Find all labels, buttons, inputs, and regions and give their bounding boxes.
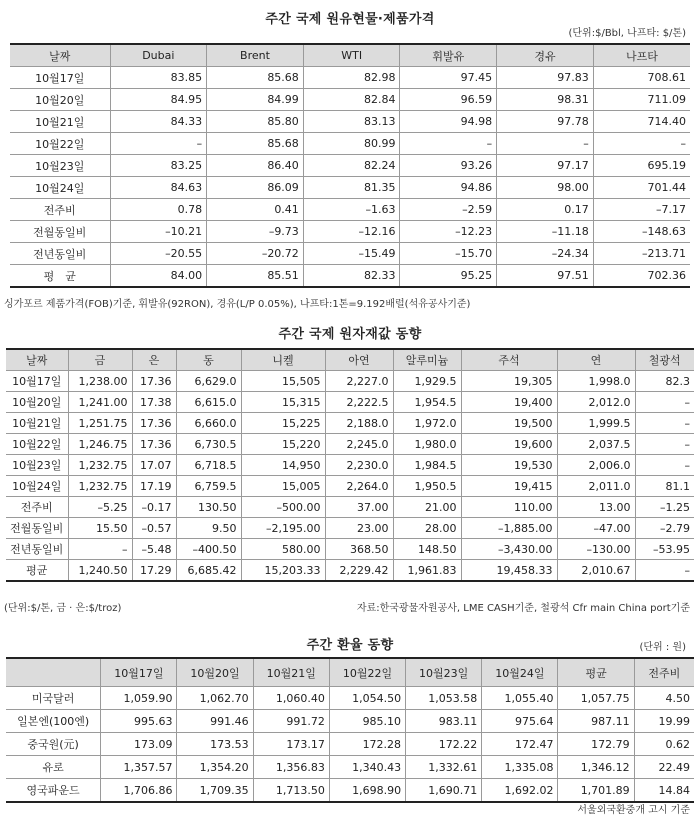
table-cell: 82.3	[635, 371, 694, 392]
table-cell: –47.00	[557, 518, 635, 539]
column-header: 10월17일	[101, 658, 177, 687]
table-row	[10, 177, 690, 199]
row-label: 중국원(元)	[6, 733, 101, 756]
row-label: 전년동일비	[10, 243, 110, 265]
table-row	[10, 111, 690, 133]
row-label: 10월17일	[10, 67, 110, 89]
table-cell: 22.49	[634, 756, 694, 779]
table-cell: 1,713.50	[253, 779, 329, 803]
table-cell: –15.70	[400, 243, 497, 265]
column-header: 전주비	[634, 658, 694, 687]
table-cell: 4.50	[634, 687, 694, 710]
table-cell: 1,950.5	[393, 476, 461, 497]
row-label: 10월23일	[6, 455, 68, 476]
column-header: 알루미늄	[393, 349, 461, 371]
table-cell: 82.84	[303, 89, 400, 111]
table-cell: 1,706.86	[101, 779, 177, 803]
table-cell: 1,251.75	[68, 413, 132, 434]
table-cell: –	[400, 133, 497, 155]
table-cell: 987.11	[558, 710, 634, 733]
table-cell: 15,203.33	[241, 560, 325, 582]
table-cell: 97.83	[497, 67, 594, 89]
table-cell: 19,458.33	[461, 560, 557, 582]
table-row	[6, 518, 694, 539]
row-label: 10월24일	[6, 476, 68, 497]
table-cell: 1,972.0	[393, 413, 461, 434]
table-cell: 21.00	[393, 497, 461, 518]
table-cell: 19,400	[461, 392, 557, 413]
table-cell: 2,011.0	[557, 476, 635, 497]
table-cell: 1,232.75	[68, 455, 132, 476]
table-row	[6, 434, 694, 455]
table-row	[10, 243, 690, 265]
table-cell: –15.49	[303, 243, 400, 265]
table-header-row	[10, 44, 690, 67]
table-row	[6, 392, 694, 413]
row-label: 일본엔(100엔)	[6, 710, 101, 733]
row-label: 10월17일	[6, 371, 68, 392]
table-cell: –0.17	[132, 497, 176, 518]
table-cell: 1,357.57	[101, 756, 177, 779]
column-header: 평균	[558, 658, 634, 687]
table-cell: –213.71	[593, 243, 690, 265]
table-cell: 148.50	[393, 539, 461, 560]
table-cell: –1.25	[635, 497, 694, 518]
table-cell: –9.73	[207, 221, 304, 243]
fx-unit: (단위 : 원)	[639, 642, 686, 653]
table-cell: 2,264.0	[325, 476, 393, 497]
crude-title: 주간 국제 원유현물·제품가격	[265, 12, 435, 27]
table-cell: 14,950	[241, 455, 325, 476]
table-cell: 17.29	[132, 560, 176, 582]
column-header: 10월22일	[329, 658, 405, 687]
table-cell: 1,701.89	[558, 779, 634, 803]
table-cell: –	[110, 133, 207, 155]
table-cell: 15.50	[68, 518, 132, 539]
table-cell: –130.00	[557, 539, 635, 560]
fx-title: 주간 환율 동향	[306, 638, 394, 653]
column-header: 10월21일	[253, 658, 329, 687]
table-cell: 6,685.42	[176, 560, 241, 582]
column-header: WTI	[303, 44, 400, 67]
table-header-row	[6, 658, 694, 687]
table-cell: 1,054.50	[329, 687, 405, 710]
table-cell: –20.55	[110, 243, 207, 265]
table-cell: 83.85	[110, 67, 207, 89]
column-header: 10월23일	[406, 658, 482, 687]
row-label: 유로	[6, 756, 101, 779]
table-row	[6, 733, 694, 756]
table-cell: 13.00	[557, 497, 635, 518]
exchange-rate-table	[6, 657, 694, 803]
table-cell: 98.00	[497, 177, 594, 199]
table-cell: 580.00	[241, 539, 325, 560]
table-cell: 1,238.00	[68, 371, 132, 392]
table-cell: 86.40	[207, 155, 304, 177]
table-cell: –	[635, 434, 694, 455]
table-cell: 23.00	[325, 518, 393, 539]
column-header: 은	[132, 349, 176, 371]
table-cell: 83.13	[303, 111, 400, 133]
table-cell: 2,010.67	[557, 560, 635, 582]
column-header: 철광석	[635, 349, 694, 371]
table-row	[6, 371, 694, 392]
table-cell: 368.50	[325, 539, 393, 560]
table-cell: 1,980.0	[393, 434, 461, 455]
table-cell: 6,718.5	[176, 455, 241, 476]
table-cell: 708.61	[593, 67, 690, 89]
row-label: 10월24일	[10, 177, 110, 199]
fx-note: 서울외국환중개 고시 기준	[577, 805, 690, 816]
table-cell: 84.99	[207, 89, 304, 111]
table-cell: 172.28	[329, 733, 405, 756]
table-cell: 995.63	[101, 710, 177, 733]
table-cell: –2,195.00	[241, 518, 325, 539]
table-cell: 1,961.83	[393, 560, 461, 582]
table-cell: 15,220	[241, 434, 325, 455]
table-cell: –24.34	[497, 243, 594, 265]
table-cell: 991.72	[253, 710, 329, 733]
table-cell: 2,230.0	[325, 455, 393, 476]
table-cell: 1,059.90	[101, 687, 177, 710]
table-cell: 19,600	[461, 434, 557, 455]
table-cell: 83.25	[110, 155, 207, 177]
metal-title: 주간 국제 원자재값 동향	[278, 327, 422, 342]
table-cell: 701.44	[593, 177, 690, 199]
table-cell: 84.33	[110, 111, 207, 133]
table-cell: 95.25	[400, 265, 497, 288]
crude-note: 싱가포르 제품가격(FOB)기준, 휘발유(92RON), 경유(L/P 0.05%), 나프타:1톤=9.192배럴(석유공사기준)	[4, 299, 471, 310]
metal-source-note: 자료:한국광물자원공사, LME CASH기준, 철광석 Cfr main China port기준	[356, 603, 690, 614]
column-header: 니켈	[241, 349, 325, 371]
table-cell: –1.63	[303, 199, 400, 221]
table-cell: 714.40	[593, 111, 690, 133]
table-cell: 97.45	[400, 67, 497, 89]
column-header: 동	[176, 349, 241, 371]
table-cell: 97.17	[497, 155, 594, 177]
table-cell: 2,188.0	[325, 413, 393, 434]
row-label: 10월20일	[6, 392, 68, 413]
table-cell: 14.84	[634, 779, 694, 803]
table-cell: –2.59	[400, 199, 497, 221]
table-cell: 1,332.61	[406, 756, 482, 779]
table-cell: 9.50	[176, 518, 241, 539]
table-cell: 82.98	[303, 67, 400, 89]
row-label: 평균	[6, 560, 68, 582]
table-cell: 173.53	[177, 733, 253, 756]
table-cell: 1,053.58	[406, 687, 482, 710]
table-cell: –3,430.00	[461, 539, 557, 560]
column-header: 나프타	[593, 44, 690, 67]
table-cell: –7.17	[593, 199, 690, 221]
table-cell: 82.33	[303, 265, 400, 288]
table-cell: 15,225	[241, 413, 325, 434]
table-row	[6, 455, 694, 476]
table-cell: 173.09	[101, 733, 177, 756]
table-cell: –11.18	[497, 221, 594, 243]
table-cell: –	[635, 560, 694, 582]
table-cell: 711.09	[593, 89, 690, 111]
table-cell: 1,335.08	[482, 756, 558, 779]
crude-price-table	[10, 43, 690, 288]
table-cell: 19.99	[634, 710, 694, 733]
table-cell: 2,006.0	[557, 455, 635, 476]
table-cell: 84.95	[110, 89, 207, 111]
table-cell: 2,012.0	[557, 392, 635, 413]
table-cell: 1,354.20	[177, 756, 253, 779]
table-cell: 86.09	[207, 177, 304, 199]
table-cell: –	[497, 133, 594, 155]
table-cell: 1,057.75	[558, 687, 634, 710]
table-cell: 17.38	[132, 392, 176, 413]
row-label: 10월21일	[10, 111, 110, 133]
table-cell: 6,730.5	[176, 434, 241, 455]
table-cell: –12.16	[303, 221, 400, 243]
table-cell: 17.36	[132, 413, 176, 434]
table-cell: 97.51	[497, 265, 594, 288]
row-label: 영국파운드	[6, 779, 101, 803]
column-header: 날짜	[6, 349, 68, 371]
table-header-row	[6, 349, 694, 371]
table-cell: 0.78	[110, 199, 207, 221]
row-label: 전월동일비	[10, 221, 110, 243]
table-cell: –400.50	[176, 539, 241, 560]
table-row	[10, 133, 690, 155]
table-row	[6, 560, 694, 582]
table-cell: 1,999.5	[557, 413, 635, 434]
table-cell: 85.80	[207, 111, 304, 133]
table-cell: 6,629.0	[176, 371, 241, 392]
table-cell: 172.79	[558, 733, 634, 756]
table-cell: 1,240.50	[68, 560, 132, 582]
table-cell: –	[593, 133, 690, 155]
table-cell: –1,885.00	[461, 518, 557, 539]
table-cell: 93.26	[400, 155, 497, 177]
column-header: 10월24일	[482, 658, 558, 687]
table-cell: –	[68, 539, 132, 560]
table-cell: –	[635, 455, 694, 476]
table-cell: 82.24	[303, 155, 400, 177]
table-cell: 702.36	[593, 265, 690, 288]
row-label: 전주비	[10, 199, 110, 221]
table-cell: 97.78	[497, 111, 594, 133]
table-cell: 1,232.75	[68, 476, 132, 497]
table-cell: 2,245.0	[325, 434, 393, 455]
table-cell: 94.86	[400, 177, 497, 199]
table-cell: 110.00	[461, 497, 557, 518]
column-header: 연	[557, 349, 635, 371]
table-cell: 1,954.5	[393, 392, 461, 413]
table-cell: 6,759.5	[176, 476, 241, 497]
table-cell: –20.72	[207, 243, 304, 265]
table-cell: 1,709.35	[177, 779, 253, 803]
table-cell: 130.50	[176, 497, 241, 518]
table-cell: 2,037.5	[557, 434, 635, 455]
table-cell: 17.19	[132, 476, 176, 497]
column-header: Dubai	[110, 44, 207, 67]
table-cell: 2,229.42	[325, 560, 393, 582]
column-header	[6, 658, 101, 687]
table-cell: 19,305	[461, 371, 557, 392]
table-cell: –	[635, 413, 694, 434]
table-cell: 6,615.0	[176, 392, 241, 413]
row-label: 10월22일	[10, 133, 110, 155]
metal-price-table	[6, 348, 694, 582]
table-row	[10, 221, 690, 243]
column-header: 날짜	[10, 44, 110, 67]
row-label: 평 균	[10, 265, 110, 288]
table-cell: 991.46	[177, 710, 253, 733]
table-cell: 1,690.71	[406, 779, 482, 803]
table-cell: 84.63	[110, 177, 207, 199]
table-cell: 173.17	[253, 733, 329, 756]
table-cell: –5.48	[132, 539, 176, 560]
column-header: 10월20일	[177, 658, 253, 687]
table-row	[6, 539, 694, 560]
row-label: 미국달러	[6, 687, 101, 710]
table-cell: 19,500	[461, 413, 557, 434]
row-label: 10월21일	[6, 413, 68, 434]
column-header: 휘발유	[400, 44, 497, 67]
table-cell: –500.00	[241, 497, 325, 518]
table-row	[6, 476, 694, 497]
table-cell: –148.63	[593, 221, 690, 243]
table-row	[6, 413, 694, 434]
table-cell: 15,315	[241, 392, 325, 413]
table-row	[10, 265, 690, 288]
table-cell: 2,222.5	[325, 392, 393, 413]
table-cell: 1,698.90	[329, 779, 405, 803]
table-cell: 15,005	[241, 476, 325, 497]
table-cell: 80.99	[303, 133, 400, 155]
table-cell: 1,929.5	[393, 371, 461, 392]
crude-unit: (단위:$/Bbl, 나프타: $/톤)	[568, 28, 686, 39]
table-cell: 81.35	[303, 177, 400, 199]
table-cell: 94.98	[400, 111, 497, 133]
table-cell: 983.11	[406, 710, 482, 733]
row-label: 10월23일	[10, 155, 110, 177]
column-header: 주석	[461, 349, 557, 371]
table-cell: 172.47	[482, 733, 558, 756]
table-cell: 85.68	[207, 133, 304, 155]
table-row	[10, 89, 690, 111]
table-cell: –	[635, 392, 694, 413]
table-row	[6, 497, 694, 518]
metal-unit-note: (단위:$/톤, 금 · 은:$/troz)	[4, 603, 122, 614]
table-cell: –53.95	[635, 539, 694, 560]
table-row	[10, 155, 690, 177]
table-row	[6, 687, 694, 710]
table-row	[10, 67, 690, 89]
table-cell: 17.36	[132, 371, 176, 392]
table-cell: 1,055.40	[482, 687, 558, 710]
table-cell: –5.25	[68, 497, 132, 518]
row-label: 10월22일	[6, 434, 68, 455]
table-cell: 28.00	[393, 518, 461, 539]
table-cell: –0.57	[132, 518, 176, 539]
table-cell: 0.62	[634, 733, 694, 756]
row-label: 전월동일비	[6, 518, 68, 539]
table-cell: 1,346.12	[558, 756, 634, 779]
table-row	[6, 710, 694, 733]
table-row	[10, 199, 690, 221]
table-cell: 17.36	[132, 434, 176, 455]
table-cell: 695.19	[593, 155, 690, 177]
table-cell: 1,241.00	[68, 392, 132, 413]
table-cell: 1,340.43	[329, 756, 405, 779]
table-row	[6, 756, 694, 779]
table-cell: 19,415	[461, 476, 557, 497]
table-cell: 1,984.5	[393, 455, 461, 476]
row-label: 전주비	[6, 497, 68, 518]
column-header: 경유	[497, 44, 594, 67]
table-cell: –2.79	[635, 518, 694, 539]
table-cell: 85.68	[207, 67, 304, 89]
table-cell: 1,692.02	[482, 779, 558, 803]
table-cell: 1,246.75	[68, 434, 132, 455]
table-cell: 2,227.0	[325, 371, 393, 392]
table-row	[6, 779, 694, 803]
column-header: 아연	[325, 349, 393, 371]
column-header: 금	[68, 349, 132, 371]
table-cell: 6,660.0	[176, 413, 241, 434]
table-cell: 1,998.0	[557, 371, 635, 392]
table-cell: 172.22	[406, 733, 482, 756]
row-label: 10월20일	[10, 89, 110, 111]
table-cell: 19,530	[461, 455, 557, 476]
table-cell: 1,062.70	[177, 687, 253, 710]
table-cell: 1,060.40	[253, 687, 329, 710]
table-cell: 81.1	[635, 476, 694, 497]
table-cell: –12.23	[400, 221, 497, 243]
table-cell: 985.10	[329, 710, 405, 733]
table-cell: 98.31	[497, 89, 594, 111]
table-cell: 15,505	[241, 371, 325, 392]
table-cell: 17.07	[132, 455, 176, 476]
table-cell: 0.17	[497, 199, 594, 221]
table-cell: 0.41	[207, 199, 304, 221]
table-cell: 975.64	[482, 710, 558, 733]
table-cell: 37.00	[325, 497, 393, 518]
table-cell: –10.21	[110, 221, 207, 243]
row-label: 전년동일비	[6, 539, 68, 560]
table-cell: 85.51	[207, 265, 304, 288]
column-header: Brent	[207, 44, 304, 67]
table-cell: 1,356.83	[253, 756, 329, 779]
table-cell: 96.59	[400, 89, 497, 111]
table-cell: 84.00	[110, 265, 207, 288]
